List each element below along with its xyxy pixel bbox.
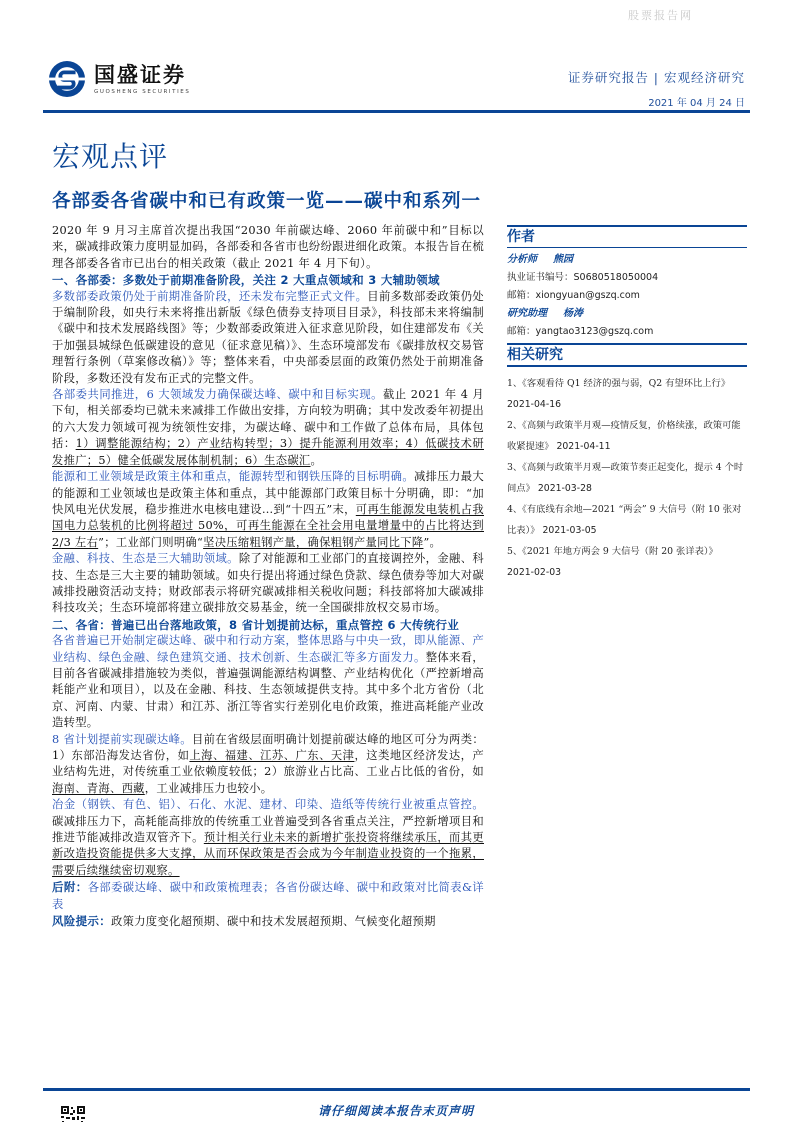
- related-item[interactable]: [507, 373, 747, 415]
- license-line: [507, 272, 747, 284]
- sidebar-divider: [507, 247, 747, 248]
- appendix-label: 后附：: [52, 880, 88, 895]
- related-item[interactable]: [507, 457, 747, 499]
- assistant-email-line: [507, 326, 747, 338]
- qr-code-icon: [60, 1105, 86, 1122]
- paragraph-eight-provinces: [52, 732, 484, 798]
- paragraph-lead: 8 省计划提前实现碳达峰。: [52, 732, 192, 746]
- intro-paragraph: 2020 年 9 月习主席首次提出我国“2030 年前碳达峰、2060 年前碳中和”目标以来，碳减排政策力度明显加码，各部委和各省市也纷纷跟进细化政策。本报告旨在梳理各部委各省市已出台的相关政策（截止 2021 年 4 月下旬）。: [52, 224, 484, 270]
- report-header: [568, 68, 745, 109]
- paragraph-auxiliary-areas: [52, 551, 484, 617]
- assistant-name: 杨涛: [563, 308, 583, 319]
- analyst-line: [507, 254, 747, 266]
- underlined-text: 可再生能源发电装机占我国电力总装机的比例将超过 50%，可再生能源在全社会用电量增量中的占比将达到 2/3 左右: [52, 502, 484, 549]
- assistant-email-link[interactable]: yangtao3123@gszq.com: [535, 326, 654, 337]
- guosheng-logo-icon: [48, 60, 86, 98]
- related-title: 3、《高频与政策半月观—政策节奏正起变化，提示 4 个时间点》: [507, 461, 744, 494]
- related-date: 2021-03-05: [542, 524, 597, 536]
- sidebar: [507, 225, 747, 583]
- assistant-line: [507, 308, 747, 320]
- license-label: 执业证书编号：: [507, 272, 574, 283]
- paragraph-text: ”；工业部门则明确“: [98, 535, 204, 549]
- paragraph-text: ”。: [423, 535, 442, 549]
- watermark: 股票报告网: [628, 9, 693, 22]
- paragraph-lead: 各省普遍已开始制定碳达峰、碳中和行动方案，整体思路与中央一致，即从能源、产业结构、绿色金融、绿色建筑交通、技术创新、生态碳汇等多方面发力。: [52, 634, 484, 664]
- paragraph-text: 目前在省级层面明确计划提前碳达峰的地区可分为两类：1）东部沿海发达省份，如: [52, 732, 484, 762]
- assistant-role: 研究助理: [507, 308, 547, 319]
- related-title: 1、《客观看待 Q1 经济的强与弱，Q2 有望环比上行》: [507, 377, 731, 389]
- paragraph-lead: 冶金（钢铁、有色、铝）、石化、水泥、建材、印染、造纸等传统行业被重点管控。: [52, 798, 484, 812]
- paragraph-prep-stage: [52, 289, 484, 387]
- report-body: [52, 223, 484, 930]
- brand-name-en: GUOSHENG SECURITIES: [94, 89, 191, 95]
- sidebar-divider: [507, 365, 747, 367]
- brand-name-cn: 国盛证券: [94, 63, 186, 87]
- paragraph-text: 除了对能源和工业部门的直接调控外，金融、科技、生态是三大主要的辅助领域。如央行提出将通过绿色贷款、绿色债券等加大对碳减排投融资活动支持；财政部表示将研究碳减排相关税收问题；科技部将加大碳减排科技攻关；生态环境部将建立碳排放交易基金，统一全国碳排放权交易市场。: [52, 552, 484, 615]
- risk-text: 政策力度变化超预期、碳中和技术发展超预期、气候变化超预期: [111, 915, 436, 929]
- analyst-name: 熊园: [553, 254, 573, 265]
- related-date: 2021-04-16: [507, 398, 562, 410]
- related-date: 2021-02-03: [507, 566, 562, 578]
- footer-disclaimer: 请仔细阅读本报告末页声明: [318, 1104, 475, 1118]
- license-number: S0680518050004: [573, 272, 659, 283]
- related-title: 2、《高频与政策半月观—疫情反复，价格续涨，政策可能收紧提速》: [507, 419, 741, 452]
- related-heading: 相关研究: [507, 347, 563, 363]
- paragraph-lead: 多数部委政策仍处于前期准备阶段，还未发布完整正式文件。: [52, 289, 368, 303]
- analyst-email-link[interactable]: xiongyuan@gszq.com: [535, 290, 640, 301]
- paragraph-energy-industry: [52, 469, 484, 551]
- report-type: 证券研究报告 | 宏观经济研究: [567, 70, 745, 85]
- paragraph-text: 整体来看，目前各省碳减排措施较为类似，普遍强调能源结构调整、产业结构优化（严控新增高耗能产业和项目），以及在金融、科技、生态领域提供支持。其中多个北方省份（北京、河南、内蒙、甘肃）和江苏、浙江等省实行差别化电价政策，推进高耗能产业改造转型。: [52, 650, 484, 730]
- related-item[interactable]: [507, 415, 747, 457]
- related-date: 2021-03-28: [537, 482, 592, 494]
- appendix-note: [52, 879, 484, 913]
- paragraph-text: 截止 2021 年 4 月下旬，相关部委均已就未来减排工作做出安排，方向较为明确；其中发改委年初提出的六大发力领域可视为统领性安排，为碳达峰、碳中和工作做了总体布局，具体包括：: [52, 388, 484, 451]
- risk-label: 风险提示：: [52, 914, 111, 929]
- paragraph-text: 目前多数部委政策仍处于编制阶段，如央行未来将推出新版《绿色债券支持项目目录》，科技部未来将编制《碳中和技术发展路线图》等；少数部委政策进入征求意见阶段，如住建部发布《关于加强县城绿色低碳建设的意见（征求意见稿）》、生态环境部发布《碳排放权交易管理暂行条例（草案修改稿）》等；整体来看，中央部委层面的政策仍然处于前期准备阶段，多数还没有发布正式的完整文件。: [52, 289, 484, 385]
- authors-heading: 作者: [507, 229, 535, 245]
- paragraph-lead: 能源和工业领域是政策主体和重点，能源转型和钢铁压降的目标明确。: [52, 470, 414, 484]
- email-label: 邮箱：: [507, 326, 536, 337]
- section-title: 宏观点评: [52, 140, 169, 173]
- paragraph-traditional-industries: [52, 797, 484, 879]
- related-title: 4、《有底线有余地—2021 “两会” 9 大信号（附 10 张对比表）》: [507, 503, 742, 536]
- paragraph-lead: 金融、科技、生态是三大辅助领域。: [52, 552, 239, 566]
- related-title: 5、《2021 年地方两会 9 大信号（附 20 张详表）》: [507, 545, 718, 557]
- paragraph-provincial-plans: [52, 633, 484, 731]
- analyst-email-line: [507, 290, 747, 302]
- paragraph-text: ，工业减排压力也较小。: [144, 781, 273, 795]
- report-date: 2021 年 04 月 24 日: [648, 98, 745, 109]
- underlined-text: 海南、青海、西藏: [52, 781, 145, 795]
- related-research-list: [507, 373, 747, 583]
- email-label: 邮箱：: [507, 290, 536, 301]
- heading-provinces: 二、各省：普遍已出台落地政策，8 省计划提前达标，重点管控 6 大传统行业: [52, 617, 460, 632]
- paragraph-text: 碳减排压力下，高耗能高排放的传统重工业普遍受到各省重点关注，严控新增项目和推进节能减排改造双管齐下。: [52, 814, 484, 845]
- heading-ministries: 一、各部委：多数处于前期准备阶段，关注 2 大重点领域和 3 大辅助领域: [52, 273, 440, 288]
- related-date: 2021-04-11: [556, 440, 611, 452]
- underlined-text: 坚决压缩粗钢产量，确保粗钢产量同比下降: [203, 535, 424, 549]
- appendix-text: 各部委碳达峰、碳中和政策梳理表；各省份碳达峰、碳中和政策对比简表&详表: [52, 881, 484, 911]
- underlined-text: 上海、福建、江苏、广东、天津: [189, 749, 355, 762]
- risk-note: [52, 913, 484, 930]
- analyst-role: 分析师: [507, 254, 537, 265]
- paragraph-text: ，这类地区经济发达，产业结构先进，对传统重工业依赖度较低；2）旅游业占比高、工业占比低的省份，如: [52, 749, 484, 779]
- related-item[interactable]: [507, 541, 747, 583]
- paragraph-lead: 各部委共同推进，6 大领域发力确保碳达峰、碳中和目标实现。: [52, 388, 383, 402]
- paragraph-six-areas: [52, 387, 484, 469]
- underlined-text: 1）调整能源结构；2）产业结构转型；3）提升能源利用效率；4）低碳技术研发推广；5）健全低碳发展体制机制；6）生态碳汇: [52, 437, 484, 467]
- brand-logo: [48, 60, 190, 98]
- underlined-text: 预计相关行业未来的新增扩张投资将继续承压，而其更新改造投资能提供多大支撑，从而环保政策是否会成为今年制造业投资的一个拖累，需要后续继续密切观察。: [52, 831, 484, 877]
- paragraph-text: 减排压力最大的能源和工业领域也是政策主体和重点，其中能源部门政策目标十分明确，即：“加快风电光伏发展，稳步推进水电核电建设…到“十四五”末，: [52, 470, 484, 516]
- header-divider: [43, 110, 750, 113]
- report-headline: 各部委各省碳中和已有政策一览——碳中和系列一: [52, 191, 482, 212]
- paragraph-text: 。: [310, 453, 323, 467]
- footer-divider: [43, 1088, 750, 1091]
- related-item[interactable]: [507, 499, 747, 541]
